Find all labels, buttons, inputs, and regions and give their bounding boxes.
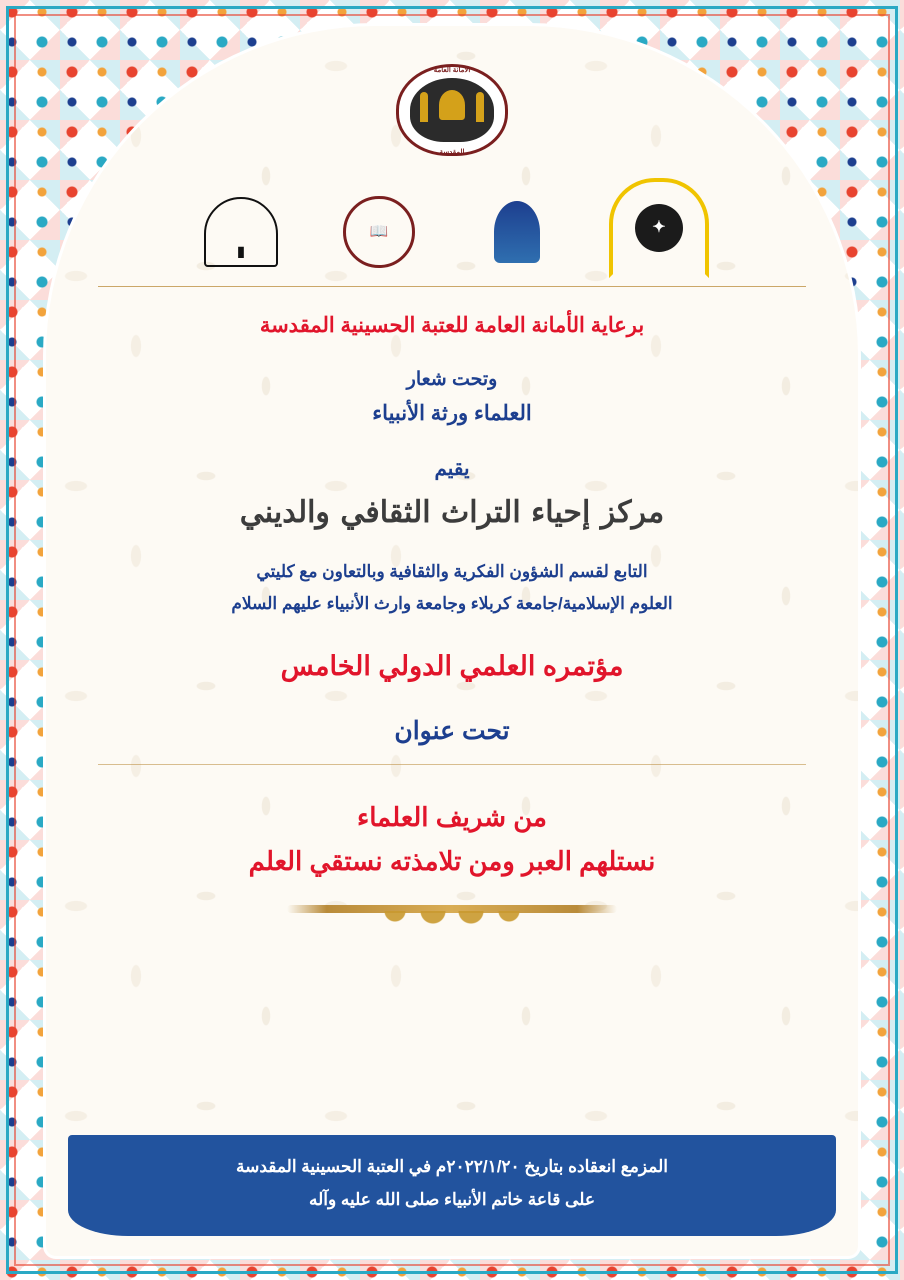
organizing-center-name: مركز إحياء التراث الثقافي والديني bbox=[239, 495, 665, 530]
manaber-glyph-icon: 📖 bbox=[343, 196, 415, 268]
poster-content bbox=[46, 64, 858, 957]
footer-line-1: المزمع انعقاده بتاريخ ٢٠٢٢/١/٢٠م في العتبة الحسينية المقدسة bbox=[235, 1157, 669, 1177]
karbala-university-logo bbox=[609, 178, 709, 278]
karbala-university-glyph-icon: ✦ bbox=[635, 204, 683, 252]
patronage-line: برعاية الأمانة العامة للعتبة الحسينية المقدسة bbox=[259, 314, 645, 337]
manaber-center-logo bbox=[333, 186, 425, 278]
emblem-minaret-left-icon bbox=[420, 92, 428, 122]
ornament-fan bbox=[357, 911, 547, 955]
establishes-label: يقيم bbox=[434, 458, 470, 480]
footer-line-2: على قاعة خاتم الأنبياء صلى الله عليه وآله bbox=[308, 1189, 595, 1209]
warith-al-anbiyaa-university-logo bbox=[471, 186, 563, 278]
conference-title: مؤتمره العلمي الدولي الخامس bbox=[280, 650, 624, 681]
emblem-caption-top: الأمانة العامة bbox=[433, 67, 471, 74]
ornament-divider bbox=[287, 905, 617, 957]
affiliation-line-2: العلوم الإسلامية/جامعة كربلاء وجامعة وارث الأنبياء عليهم السلام bbox=[231, 594, 673, 614]
divider-theme bbox=[98, 764, 806, 765]
warith-university-glyph-icon bbox=[494, 201, 540, 263]
heritage-glyph-icon: ▮ bbox=[204, 197, 278, 267]
holy-shrine-emblem-icon bbox=[396, 64, 508, 156]
under-slogan-label: وتحت شعار bbox=[406, 369, 498, 390]
divider-top bbox=[98, 286, 806, 287]
emblem-minaret-right-icon bbox=[476, 92, 484, 122]
affiliation-line-1: التابع لقسم الشؤون الفكرية والثقافية وبالتعاون مع كليتي bbox=[256, 562, 648, 581]
theme-line-1: من شريف العلماء bbox=[357, 801, 547, 832]
under-title-label: تحت عنوان bbox=[394, 716, 510, 745]
event-details-banner bbox=[68, 1135, 836, 1236]
emblem-caption-bottom: المقدسة bbox=[439, 149, 465, 156]
slogan-text: العلماء ورثة الأنبياء bbox=[372, 402, 532, 425]
theme-line-2: نستلهم العبر ومن تلامذته نستقي العلم bbox=[248, 845, 656, 876]
heritage-revival-center-logo bbox=[195, 186, 287, 278]
conference-theme bbox=[98, 795, 806, 883]
affiliation-block bbox=[98, 556, 806, 621]
arch-panel bbox=[46, 26, 858, 1256]
partner-logo-row bbox=[98, 178, 806, 278]
emblem-dome-icon bbox=[439, 90, 465, 120]
